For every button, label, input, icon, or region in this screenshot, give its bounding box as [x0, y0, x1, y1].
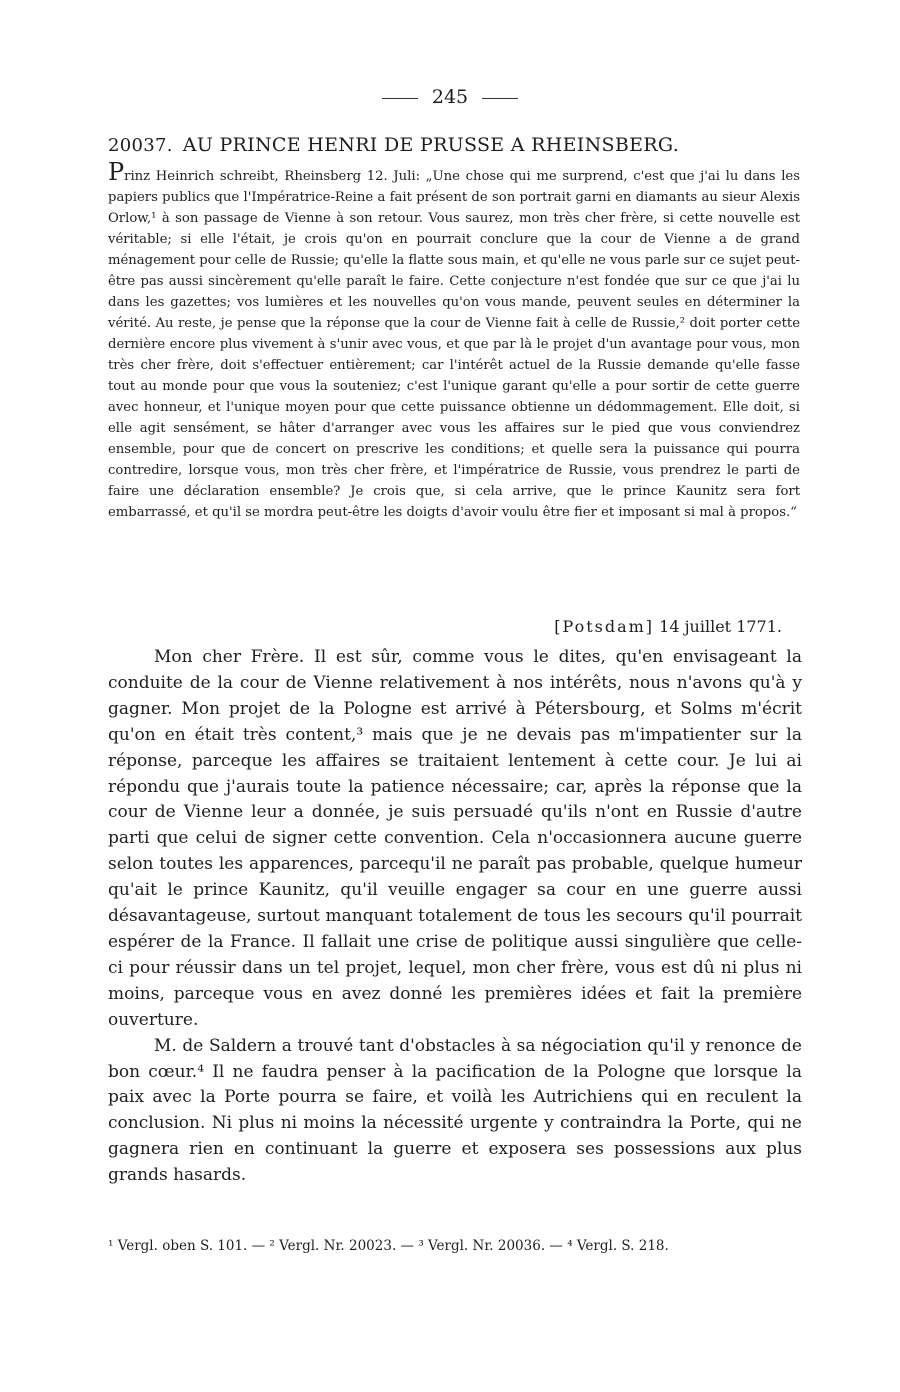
letter-number: 20037.	[108, 135, 173, 156]
letter-body	[108, 645, 802, 1189]
intro-paragraph	[108, 158, 800, 523]
letter-paragraph-1: Mon cher Frère. Il est sûr, comme vous le dites, qu'en envisageant la conduite de la cour de Vienne relativement à nos intérêts, nous n'avons qu'à y gagner. Mon projet de la Pologne est arrivé à Pétersbourg, et Solms m'écrit qu'on en était très content,³ mais que je ne devais pas m'impatienter sur la réponse, parceque les affaires se traitaient lentement à cette cour. Je lui ai répondu que j'aurais toute la patience nécessaire; car, après la réponse que la cour de Vienne leur a donnée, je suis persuadé qu'ils n'ont en Russie d'autre parti que celui de signer cette convention. Cela n'occasionnera aucune guerre selon toutes les apparences, parcequ'il ne paraît pas probable, quelque humeur qu'ait le prince Kaunitz, qu'il veuille engager sa cour en une guerre aussi désavantageuse, surtout manquant totalement de tous les secours qu'il pourrait espérer de la France. Il fallait une crise de politique aussi singulière que celle-ci pour réussir dans un tel projet, lequel, mon cher frère, vous est dû ni plus ni moins, parceque vous en avez donné les premières idées et fait la première ouverture.	[108, 647, 802, 1030]
letter-heading	[108, 134, 798, 156]
page-number: 245	[431, 86, 469, 108]
intro-initial: P	[108, 158, 125, 186]
dateline-date: 14 juillet 1771.	[659, 617, 782, 636]
dateline	[500, 617, 782, 636]
dateline-place: [Potsdam]	[554, 617, 655, 636]
letter-paragraph-2: M. de Saldern a trouvé tant d'obstacles à sa négociation qu'il y renonce de bon cœur.⁴ Il ne faudra penser à la pacification de la Pologne que lorsque la paix avec la Porte pourra se faire, et voilà les Autrichiens qui en reculent la conclusion. Ni plus ni moins la nécessité urgente y contraindra la Porte, qui ne gagnera rien en continuant la guerre et exposera ses possessions aux plus grands hasards.	[108, 1035, 802, 1186]
intro-text: rinz Heinrich schreibt, Rheinsberg 12. Juli: „Une chose qui me surprend, c'est que j'ai lu dans les papiers publics que l'Impératrice-Reine a fait présent de son portrait garni en diamants au sieur Alexis Orlow,¹ à son passage de Vienne à son retour. Vous saurez, mon très cher frère, si cette nouvelle est véritable; si elle l'était, je crois qu'on en pourrait conclure que la cour de Vienne a de grand ménagement pour celle de Russie; qu'elle la flatte sous main, et qu'elle ne vous parle sur ce sujet peut-être pas aussi sincèrement qu'elle paraît le faire. Cette conjecture n'est fondée que sur ce que j'ai lu dans les gazettes; vos lumières et les nouvelles qu'on vous mande, peuvent seules en déterminer la vérité. Au reste, je pense que la réponse que la cour de Vienne fait à celle de Russie,² doit porter cette dernière encore plus vivement à s'unir avec vous, et que par là le projet d'un avantage pour vous, mon très cher frère, doit s'effectuer entièrement; car l'intérêt actuel de la Russie demande qu'elle fasse tout au monde pour que vous la souteniez; c'est l'unique garant qu'elle a pour sortir de cette guerre avec honneur, et l'unique moyen pour que cette puissance obtienne un dédommagement. Elle doit, si elle agit sensément, se hâter d'arranger avec vous les affaires sur le pied que vous conviendrez ensemble, pour que de concert on prescrive les conditions; et quelle sera la puissance qui pourra contredire, lorsque vous, mon très cher frère, et l'impératrice de Russie, vous prendrez le parti de faire une déclaration ensemble? Je crois que, si cela arrive, que le prince Kaunitz sera fort embarrassé, et qu'il se mordra peut-être les doigts d'avoir voulu être fier et imposant si mal à propos.“	[108, 169, 800, 520]
footnotes-text: ¹ Vergl. oben S. 101. — ² Vergl. Nr. 20023. — ³ Vergl. Nr. 20036. — ⁴ Vergl. S. 218.	[108, 1238, 669, 1254]
left-dash	[382, 98, 418, 99]
right-dash	[482, 98, 518, 99]
intro-quote	[108, 158, 800, 523]
letter-title: AU PRINCE HENRI DE PRUSSE A RHEINSBERG.	[182, 134, 680, 156]
page-number-line	[0, 86, 900, 108]
footnotes	[108, 1237, 802, 1256]
